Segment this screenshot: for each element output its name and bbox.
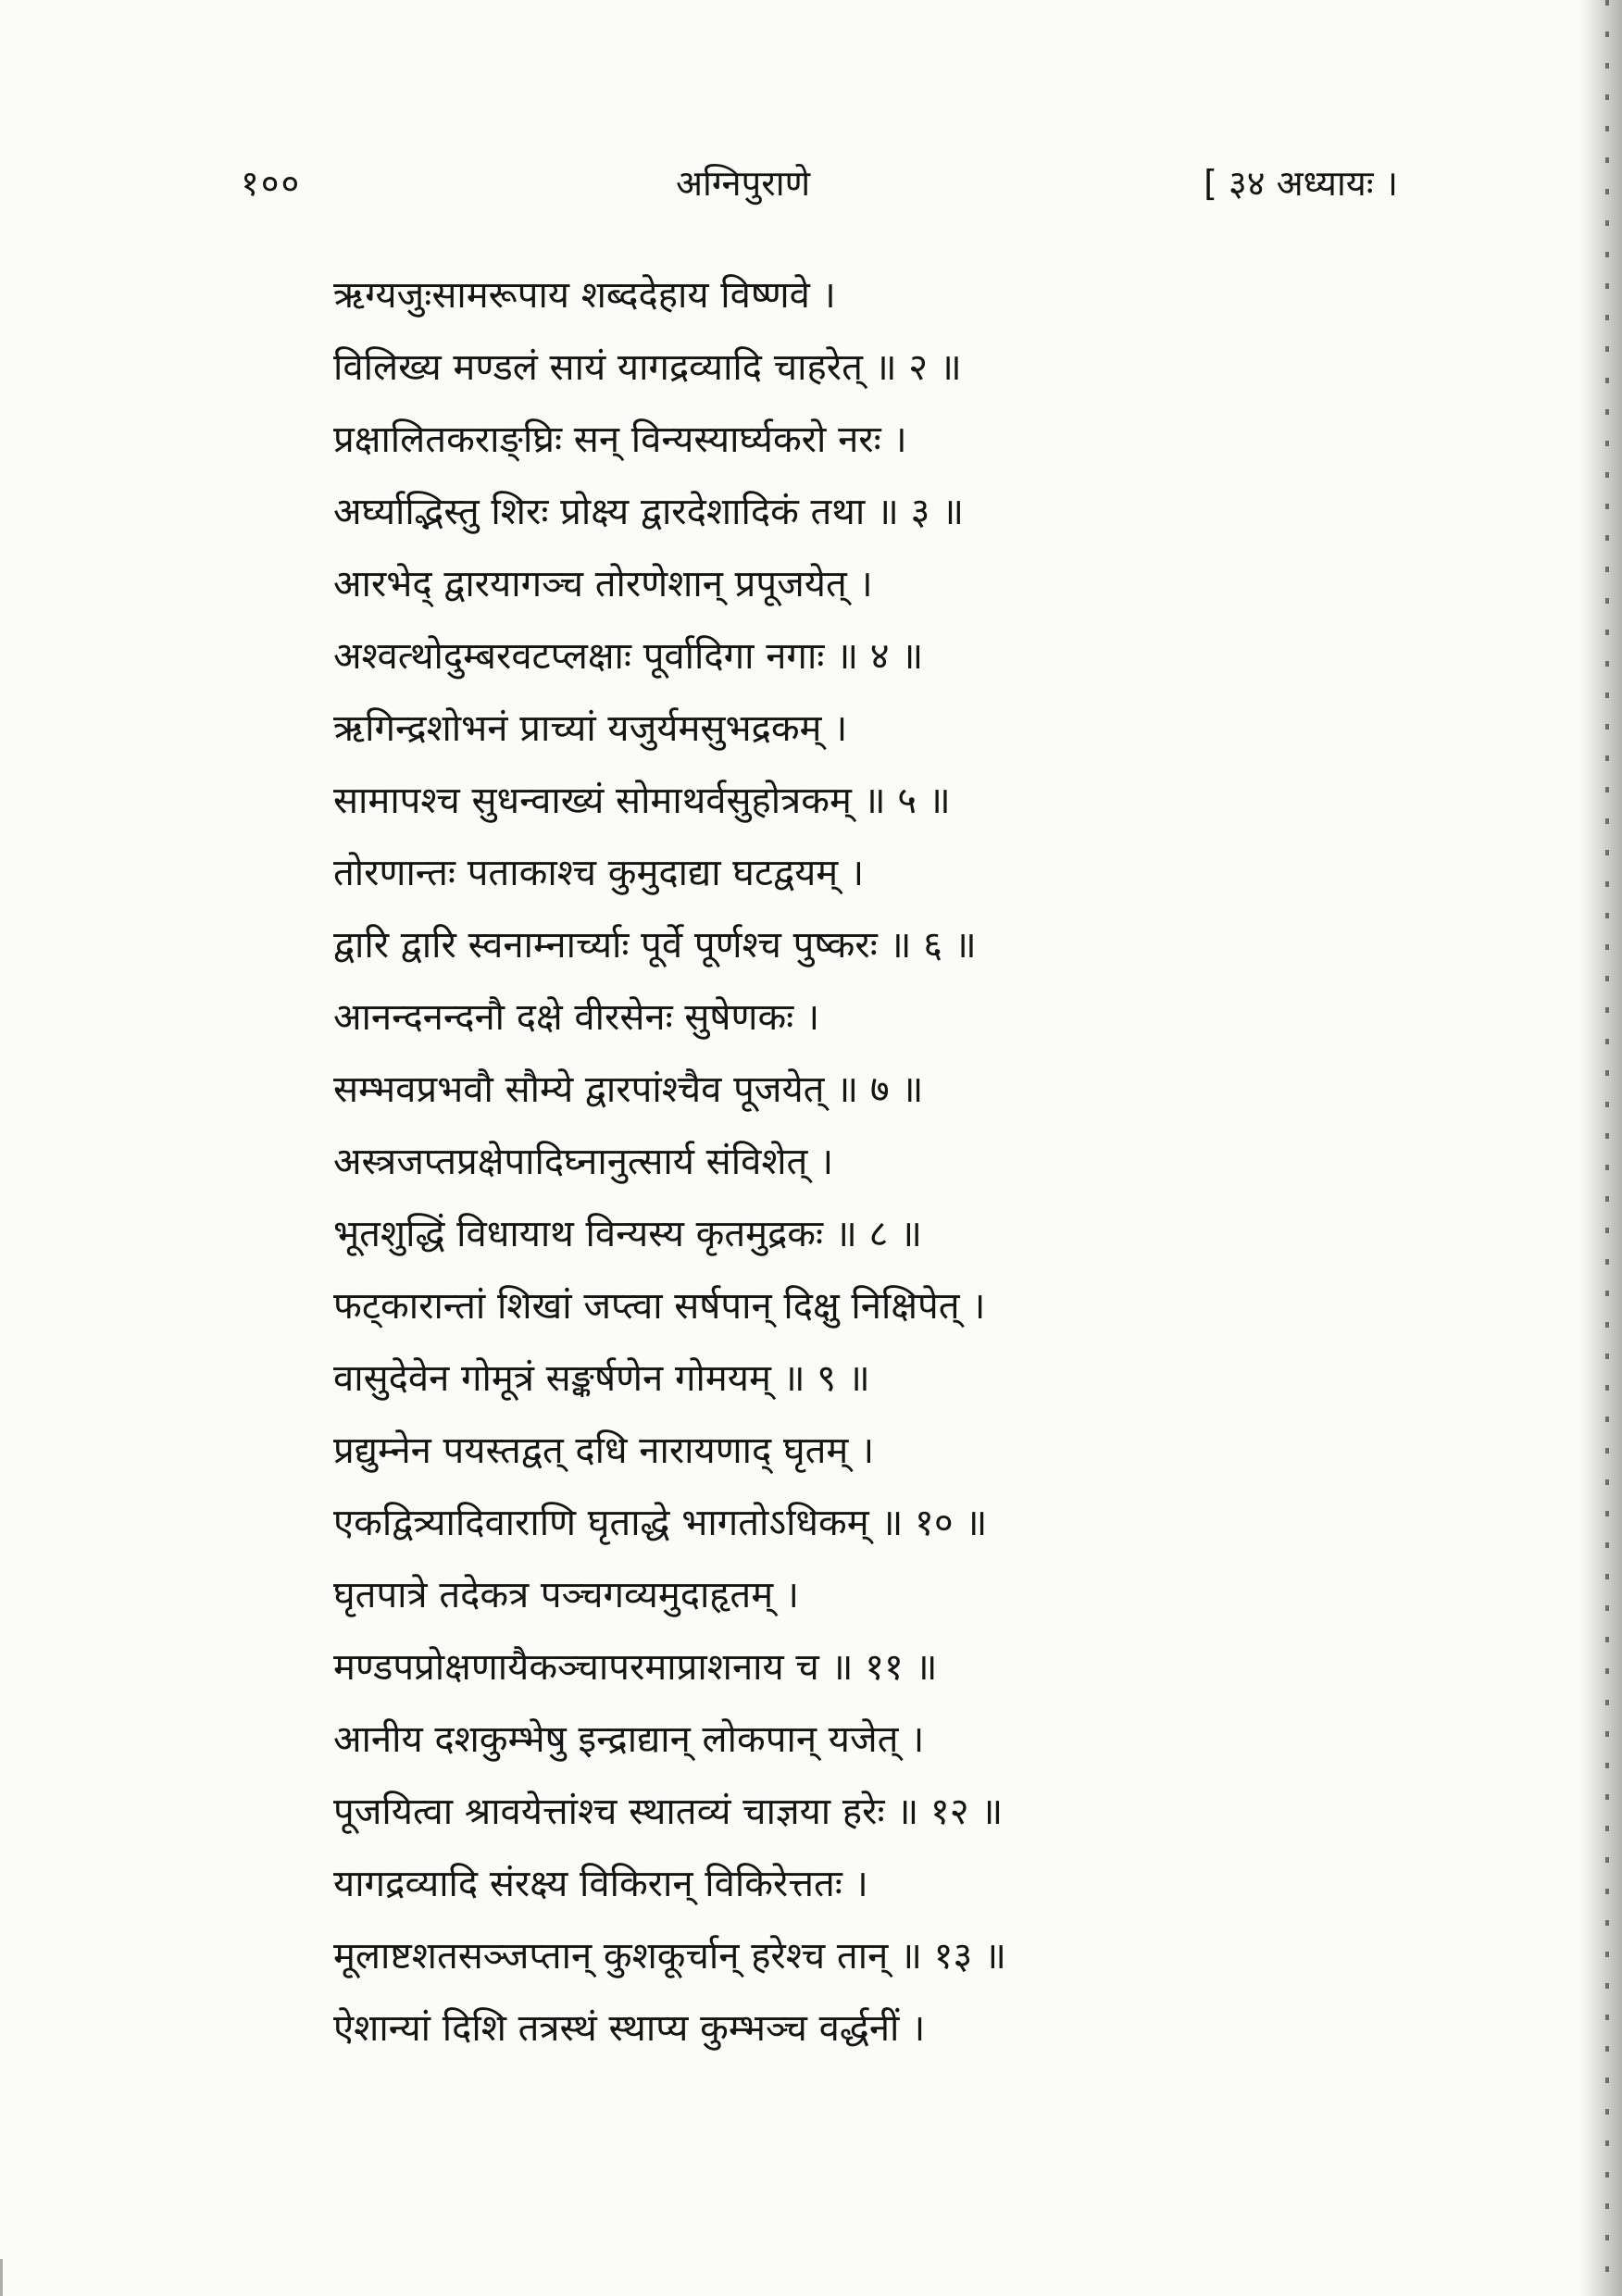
verse-line: अश्वत्थोदुम्बरवटप्लक्षाः पूर्वादिगा नगाः ॥ ४ ॥ xyxy=(333,635,924,678)
page-number: १०० xyxy=(241,163,302,204)
verse-line: आनीय दशकुम्भेषु इन्द्राद्यान् लोकपान् यजेत् । xyxy=(333,1718,925,1761)
verse-line: ऋगिन्द्रशोभनं प्राच्यां यजुर्यमसुभद्रकम् । xyxy=(333,707,848,750)
verse-line: पूजयित्वा श्रावयेत्तांश्च स्थातव्यं चाज्ञया हरेः ॥ १२ ॥ xyxy=(333,1791,1004,1833)
book-title: अग्निपुराणे xyxy=(676,163,811,204)
running-header xyxy=(241,156,1398,211)
verse-line: ऋग्यजुःसामरूपाय शब्ददेहाय विष्णवे । xyxy=(333,274,836,317)
verse-line: अर्घ्याद्भिस्तु शिरः प्रोक्ष्य द्वारदेशादिकं तथा ॥ ३ ॥ xyxy=(333,491,965,533)
verse-line: घृतपात्रे तदेकत्र पञ्चगव्यमुदाहृतम् । xyxy=(333,1574,799,1616)
verse-line: मूलाष्टशतसञ्जप्तान् कुशकूर्चान् हरेश्च तान् ॥ १३ ॥ xyxy=(333,1935,1006,1978)
verse-line: मण्डपप्रोक्षणायैकञ्चापरमाप्राशनाय च ॥ ११ ॥ xyxy=(333,1646,938,1689)
verse-line: यागद्रव्यादि संरक्ष्य विकिरान् विकिरेत्ततः । xyxy=(333,1863,868,1905)
verse-line: प्रद्युम्नेन पयस्तद्वत् दधि नारायणाद् घृतम् । xyxy=(333,1429,875,1472)
page-left-edge-mark xyxy=(0,2259,3,2296)
verse-line: आनन्दनन्दनौ दक्षे वीरसेनः सुषेणकः । xyxy=(333,996,820,1039)
verse-line: सम्भवप्रभवौ सौम्ये द्वारपांश्चैव पूजयेत् ॥ ७ ॥ xyxy=(333,1068,924,1111)
page-edge-shadow xyxy=(1579,0,1622,2296)
chapter-label: [ ३४ अध्यायः । xyxy=(1204,163,1398,204)
verse-line: एकद्वित्र्यादिवाराणि घृताद्धे भागतोऽधिकम् ॥ १० ॥ xyxy=(333,1502,988,1544)
verse-line: अस्त्रजप्तप्रक्षेपादिघ्नानुत्सार्य संविशेत् । xyxy=(333,1141,834,1183)
verse-line: भूतशुद्धिं विधायाथ विन्यस्य कृतमुद्रकः ॥ ८ ॥ xyxy=(333,1213,922,1255)
verse-line: वासुदेवेन गोमूत्रं सङ्कर्षणेन गोमयम् ॥ ९ ॥ xyxy=(333,1357,870,1400)
verse-line: आरभेद् द्वारयागञ्च तोरणेशान् प्रपूजयेत् । xyxy=(333,563,873,605)
verse-line: तोरणान्तः पताकाश्च कुमुदाद्या घटद्वयम् । xyxy=(333,852,865,894)
verse-line: सामापश्च सुधन्वाख्यं सोमाथर्वसुहोत्रकम् ॥ ५ ॥ xyxy=(333,780,951,822)
verse-line: प्रक्षालितकराङ्घ्रिः सन् विन्यस्यार्घ्यकरो नरः । xyxy=(333,418,907,461)
verse-line: विलिख्य मण्डलं सायं यागद्रव्यादि चाहरेत् ॥ २ ॥ xyxy=(333,346,962,389)
verse-line: द्वारि द्वारि स्वनाम्नार्च्याः पूर्वे पूर्णश्च पुष्करः ॥ ६ ॥ xyxy=(333,924,977,967)
verse-line: ऐशान्यां दिशि तत्रस्थं स्थाप्य कुम्भञ्च वर्द्धनीं । xyxy=(333,2007,926,2050)
page-edge-binding-marks xyxy=(1605,0,1609,2296)
verse-text-block xyxy=(333,259,1287,2065)
verse-line: फट्कारान्तां शिखां जप्त्वा सर्षपान् दिक्षु निक्षिपेत् । xyxy=(333,1285,986,1328)
